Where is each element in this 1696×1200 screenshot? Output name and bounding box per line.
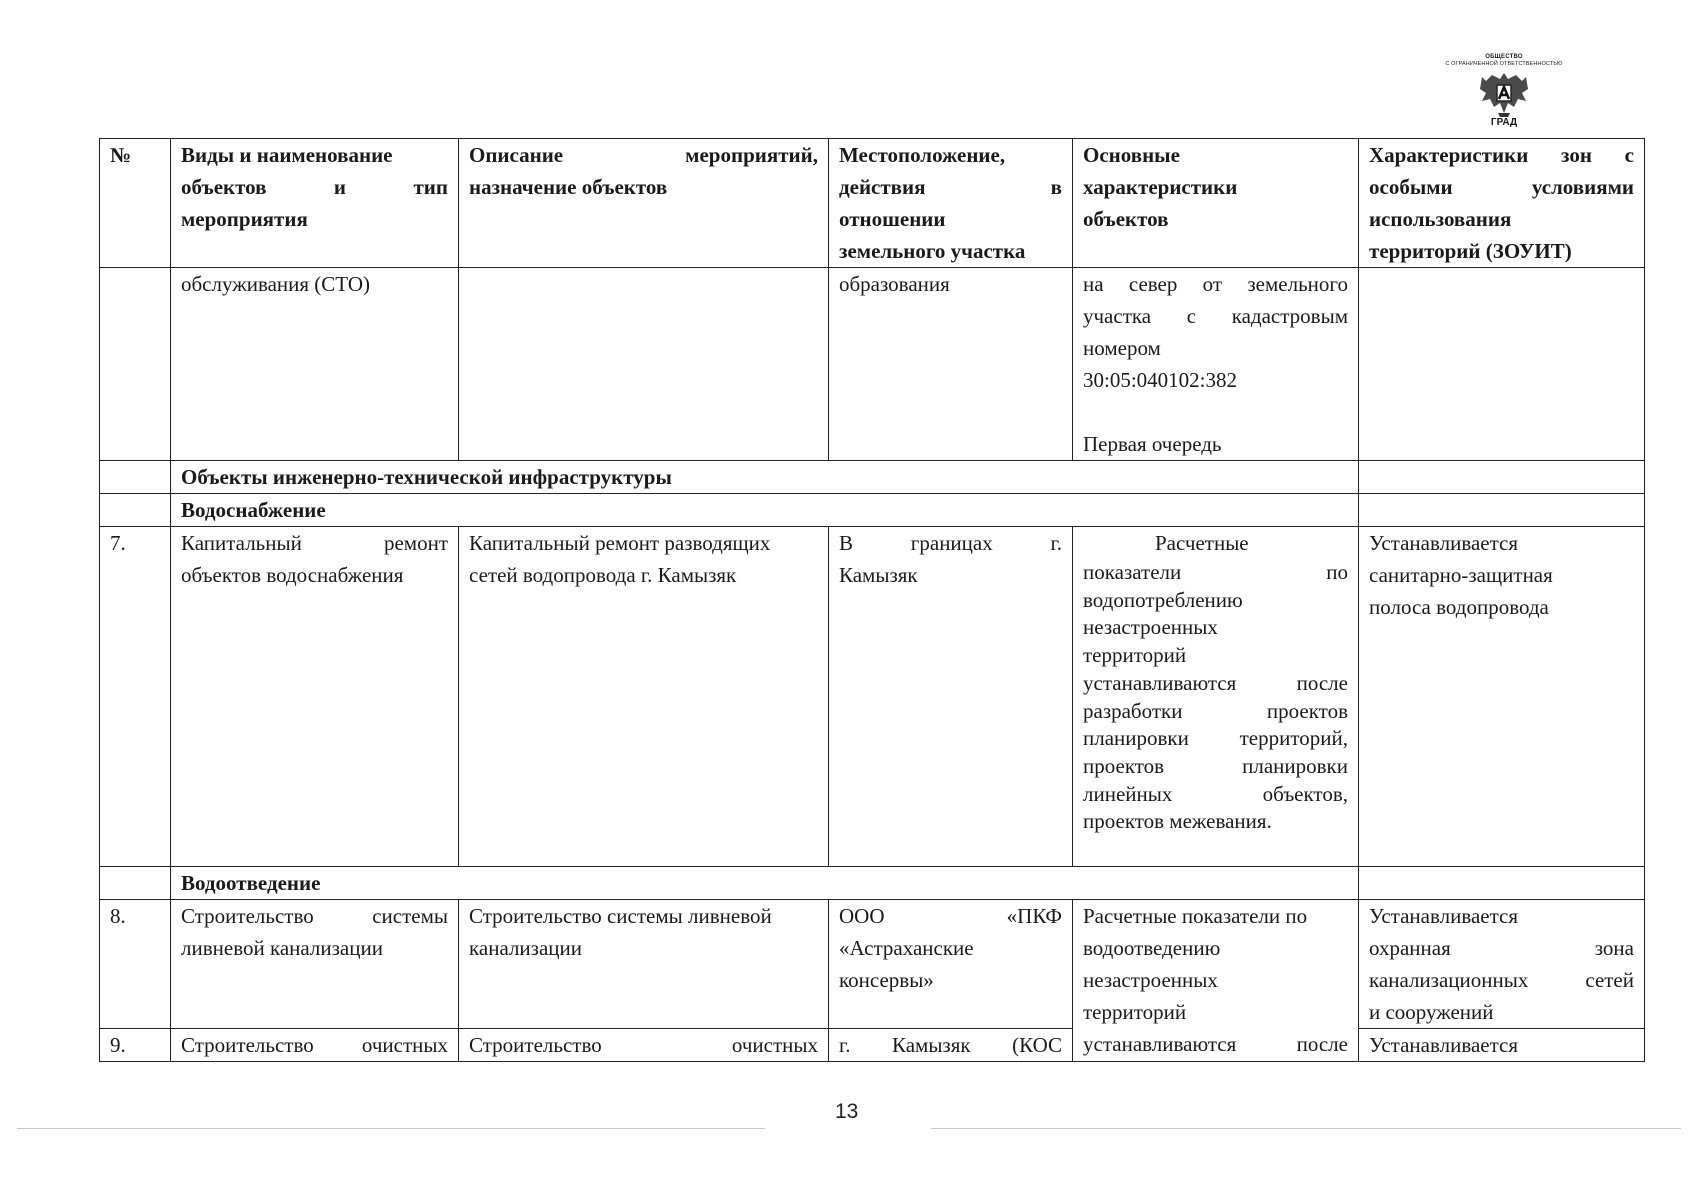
cell-location: В границах г. Камызяк bbox=[829, 527, 1073, 867]
cell-zones: Устанавливается bbox=[1359, 1029, 1645, 1062]
page-number: 13 bbox=[835, 1100, 859, 1123]
cell-location: ООО «ПКФ «Астраханские консервы» bbox=[829, 900, 1073, 1029]
table-row-7 bbox=[100, 527, 1645, 867]
header-description: Описание мероприятий, назначение объектов bbox=[459, 139, 829, 268]
cell-object-type: обслуживания (СТО) bbox=[171, 268, 459, 461]
section-row-water-supply bbox=[100, 494, 1645, 527]
cell-number bbox=[100, 867, 171, 900]
logo-line-1: ОБЩЕСТВО bbox=[1485, 54, 1523, 60]
cell-description: Строительство системы ливневой канализации bbox=[459, 900, 829, 1029]
logo-line-2: С ОГРАНИЧЕННОЙ ОТВЕТСТВЕННОСТЬЮ bbox=[1445, 61, 1563, 67]
cell-object-type: Капитальный ремонт объектов водоснабжения bbox=[171, 527, 459, 867]
logo-name: ГРАД bbox=[1490, 117, 1518, 128]
events-table bbox=[99, 138, 1645, 1062]
cell-location: образования bbox=[829, 268, 1073, 461]
section-title: Водоснабжение bbox=[171, 494, 1359, 527]
cell-zones bbox=[1359, 867, 1645, 900]
header-object-type: Виды и наименование объектов и тип мероприятия bbox=[171, 139, 459, 268]
cell-characteristics: на север от земельного участка с кадастровым номером 30:05:040102:382 Первая очередь bbox=[1073, 268, 1359, 461]
cell-description: Капитальный ремонт разводящих сетей водопровода г. Камызяк bbox=[459, 527, 829, 867]
cell-zones: Устанавливается охранная зона канализационных сетей и сооружений bbox=[1359, 900, 1645, 1029]
section-title: Водоотведение bbox=[171, 867, 1359, 900]
table-row-continued bbox=[100, 268, 1645, 461]
double-headed-eagle-icon bbox=[1478, 69, 1530, 119]
cell-object-type: Строительство системы ливневой канализации bbox=[171, 900, 459, 1029]
cell-number: 8. bbox=[100, 900, 171, 1029]
cell-number: 9. bbox=[100, 1029, 171, 1062]
cell-zones bbox=[1359, 494, 1645, 527]
cell-number bbox=[100, 268, 171, 461]
table-row-8 bbox=[100, 900, 1645, 1029]
cell-zones bbox=[1359, 268, 1645, 461]
cell-description bbox=[459, 268, 829, 461]
header-zones: Характеристики зон с особыми условиями использования территорий (ЗОУИТ) bbox=[1359, 139, 1645, 268]
company-logo bbox=[1418, 54, 1590, 138]
cell-description: Строительство очистных bbox=[459, 1029, 829, 1062]
cell-number bbox=[100, 494, 171, 527]
cell-number: 7. bbox=[100, 527, 171, 867]
footer-rule-right bbox=[931, 1128, 1681, 1129]
cell-zones bbox=[1359, 461, 1645, 494]
section-title: Объекты инженерно-технической инфраструктуры bbox=[171, 461, 1359, 494]
section-row-drainage bbox=[100, 867, 1645, 900]
cell-location: г. Камызяк (КОС bbox=[829, 1029, 1073, 1062]
cell-characteristics: Расчетные показатели по водопотреблению незастроенных территорий устанавливаются после разработки проектов планировки территорий, проектов планировки линейных объектов, проектов межевания. bbox=[1073, 527, 1359, 867]
cell-zones: Устанавливается санитарно-защитная полоса водопровода bbox=[1359, 527, 1645, 867]
cell-object-type: Строительство очистных bbox=[171, 1029, 459, 1062]
footer-rule-left bbox=[17, 1128, 765, 1129]
cell-number bbox=[100, 461, 171, 494]
header-characteristics: Основные характеристики объектов bbox=[1073, 139, 1359, 268]
section-row-engineering bbox=[100, 461, 1645, 494]
cell-characteristics: Расчетные показатели по водоотведению незастроенных территорий устанавливаются после bbox=[1073, 900, 1359, 1062]
table-header-row bbox=[100, 139, 1645, 268]
header-number: № bbox=[100, 139, 171, 268]
table-row-9 bbox=[100, 1029, 1645, 1062]
header-location: Местоположение, действия в отношении земельного участка bbox=[829, 139, 1073, 268]
